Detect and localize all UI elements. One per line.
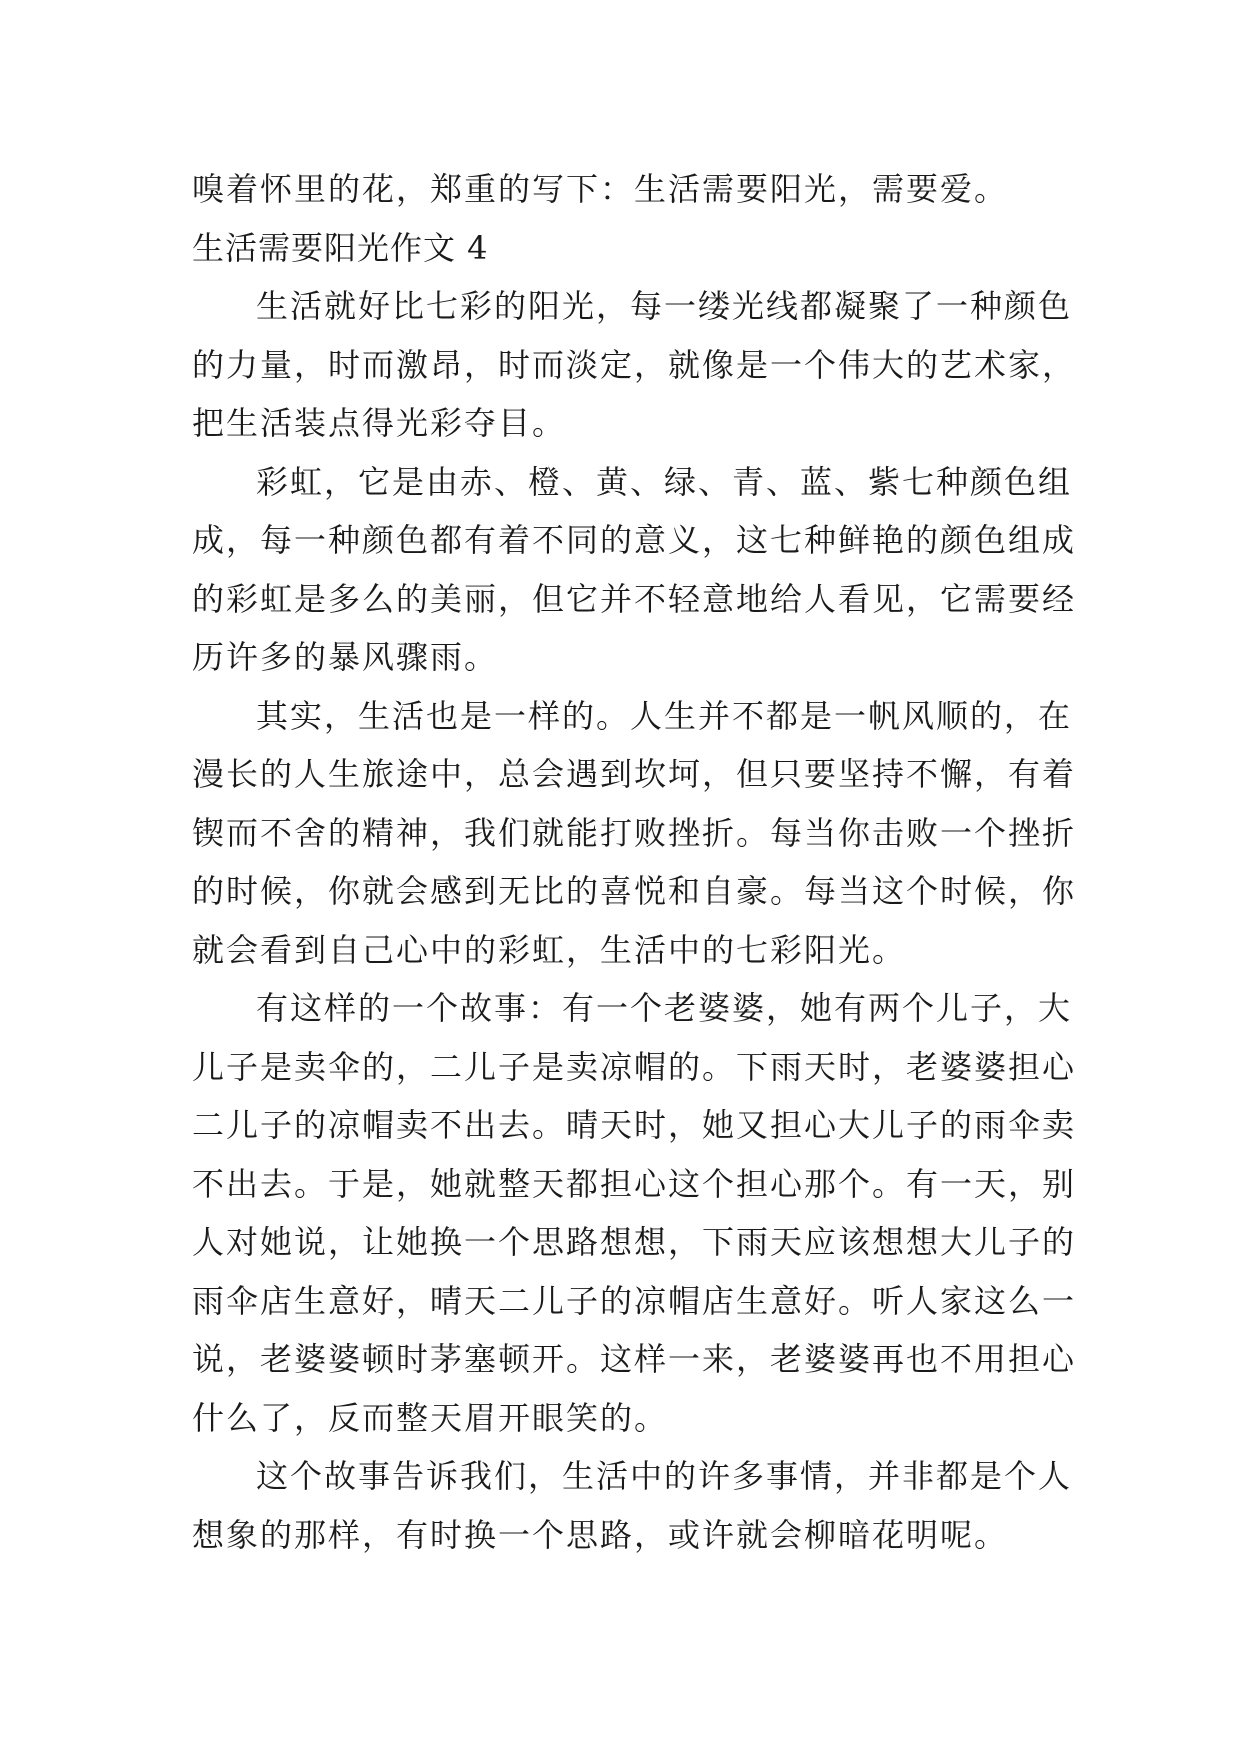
paragraph-first-line: 有这样的一个故事：有一个老婆婆，她有两个儿子，大 bbox=[256, 989, 1073, 1027]
text-line: 锲而不舍的精神，我们就能打败挫折。每当你击败一个挫折 bbox=[192, 813, 1077, 852]
text-line: 历许多的暴风骤雨。 bbox=[192, 638, 499, 676]
text-line: 的力量，时而激昂，时而淡定，就像是一个伟大的艺术家， bbox=[192, 345, 1077, 384]
text-line: 不出去。于是，她就整天都担心这个担心那个。有一天，别 bbox=[192, 1164, 1077, 1203]
text-line: 什么了，反而整天眉开眼笑的。 bbox=[192, 1398, 669, 1437]
text-line: 把生活装点得光彩夺目。 bbox=[192, 404, 567, 442]
document-page bbox=[192, 160, 1077, 1564]
paragraph-first-line: 其实，生活也是一样的。人生并不都是一帆风顺的，在 bbox=[256, 696, 1073, 735]
text-line: 的时候，你就会感到无比的喜悦和自豪。每当这个时候，你 bbox=[192, 872, 1077, 910]
text-line: 漫长的人生旅途中，总会遇到坎坷，但只要坚持不懈，有着 bbox=[192, 755, 1077, 793]
paragraph-first-line: 这个故事告诉我们，生活中的许多事情，并非都是个人 bbox=[256, 1457, 1073, 1495]
text-line: 儿子是卖伞的，二儿子是卖凉帽的。下雨天时，老婆婆担心 bbox=[192, 1047, 1077, 1086]
text-line: 人对她说，让她换一个思路想想，下雨天应该想想大儿子的 bbox=[192, 1223, 1077, 1261]
text-line: 雨伞店生意好，晴天二儿子的凉帽店生意好。听人家这么一 bbox=[192, 1281, 1077, 1320]
paragraph-first-line: 彩虹，它是由赤、橙、黄、绿、青、蓝、紫七种颜色组 bbox=[256, 462, 1073, 501]
text-line: 二儿子的凉帽卖不出去。晴天时，她又担心大儿子的雨伞卖 bbox=[192, 1106, 1077, 1144]
paragraph-first-line: 生活就好比七彩的阳光，每一缕光线都凝聚了一种颜色 bbox=[256, 287, 1073, 325]
text-line: 说，老婆婆顿时茅塞顿开。这样一来，老婆婆再也不用担心 bbox=[192, 1340, 1077, 1378]
text-line: 嗅着怀里的花，郑重的写下：生活需要阳光，需要爱。 bbox=[192, 170, 1009, 208]
text-line: 想象的那样，有时换一个思路，或许就会柳暗花明呢。 bbox=[192, 1515, 1009, 1554]
text-line: 就会看到自己心中的彩虹，生活中的七彩阳光。 bbox=[192, 930, 907, 969]
essay-heading: 生活需要阳光作文 4 bbox=[192, 228, 489, 267]
text-line: 的彩虹是多么的美丽，但它并不轻意地给人看见，它需要经 bbox=[192, 579, 1077, 618]
text-line: 成，每一种颜色都有着不同的意义，这七种鲜艳的颜色组成 bbox=[192, 521, 1077, 559]
